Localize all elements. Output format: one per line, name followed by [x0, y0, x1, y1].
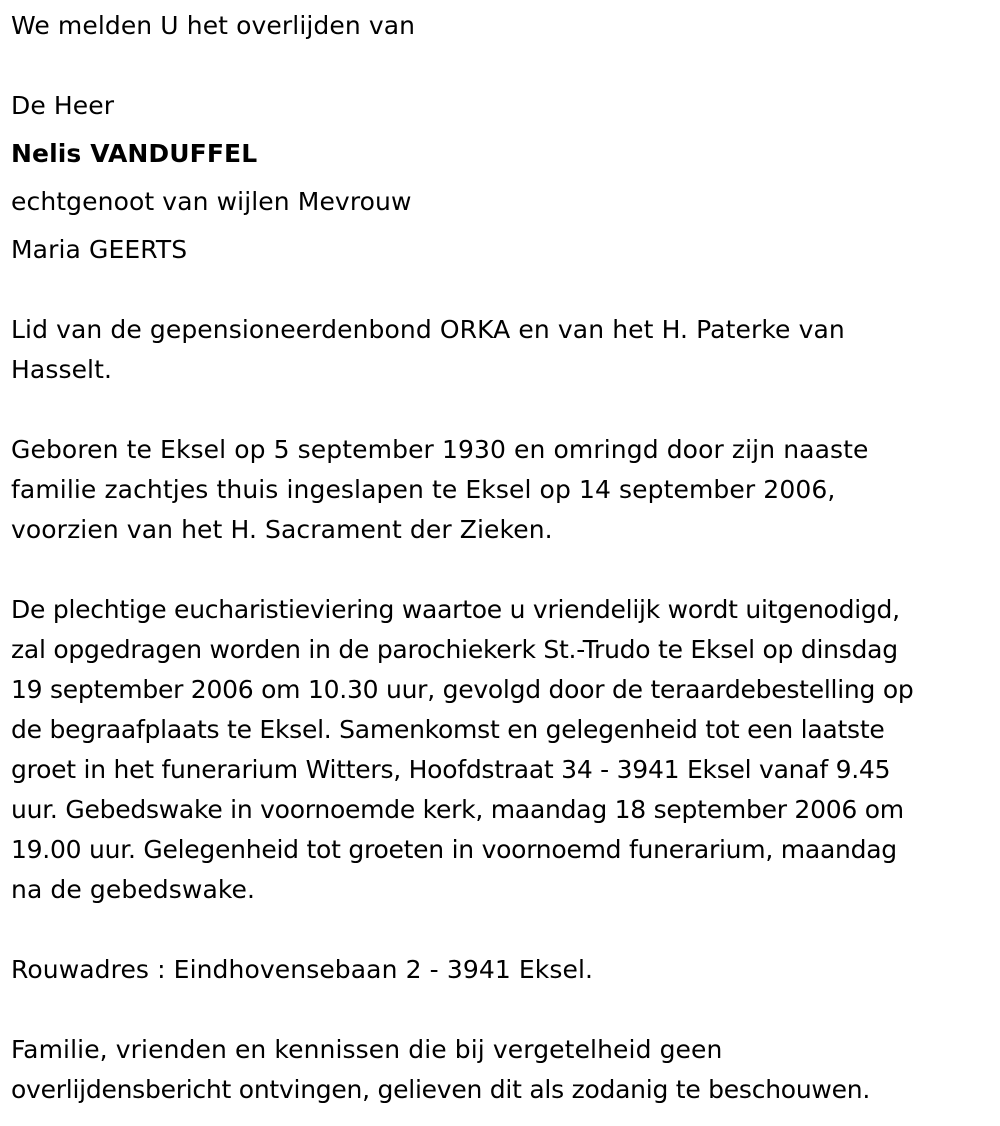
paragraph-line: na de gebedswake. [11, 875, 256, 904]
membership-paragraph [11, 310, 996, 390]
paragraph-line: voorzien van het H. Sacrament der Zieken. [11, 515, 553, 544]
spacer [11, 910, 996, 950]
paragraph-line: familie zachtjes thuis ingeslapen te Eksel op 14 september 2006, [11, 475, 836, 504]
mourning-address: Rouwadres : Eindhovensebaan 2 - 3941 Eksel. [11, 955, 594, 984]
paragraph-line: uur. Gebedswake in voornoemde kerk, maandag 18 september 2006 om [11, 795, 904, 824]
spouse-prefix: echtgenoot van wijlen Mevrouw [11, 187, 412, 216]
spouse-name: Maria GEERTS [11, 235, 188, 264]
death-notice [11, 6, 996, 1110]
paragraph-line: Hasselt. [11, 355, 113, 384]
paragraph-line: Lid van de gepensioneerdenbond ORKA en van het H. Paterke van [11, 315, 845, 344]
funeral-paragraph [11, 590, 996, 910]
intro-text: We melden U het overlijden van [11, 11, 416, 40]
spacer [11, 990, 996, 1030]
paragraph-line: overlijdensbericht ontvingen, gelieven dit als zodanig te beschouwen. [11, 1075, 871, 1104]
paragraph-line: De plechtige eucharistieviering waartoe u vriendelijk wordt uitgenodigd, [11, 595, 900, 624]
deceased-name: Nelis VANDUFFEL [11, 139, 258, 168]
birth-death-paragraph [11, 430, 996, 550]
paragraph-line: zal opgedragen worden in de parochiekerk St.-Trudo te Eksel op dinsdag [11, 635, 898, 664]
spacer [11, 270, 996, 310]
paragraph-line: Familie, vrienden en kennissen die bij vergetelheid geen [11, 1035, 723, 1064]
honorific-title: De Heer [11, 91, 115, 120]
spacer [11, 550, 996, 590]
paragraph-line: Geboren te Eksel op 5 september 1930 en omringd door zijn naaste [11, 435, 869, 464]
paragraph-line: 19 september 2006 om 10.30 uur, gevolgd door de teraardebestelling op [11, 675, 914, 704]
paragraph-line: 19.00 uur. Gelegenheid tot groeten in voornoemd funerarium, maandag [11, 835, 897, 864]
closing-paragraph [11, 1030, 996, 1110]
paragraph-line: de begraafplaats te Eksel. Samenkomst en gelegenheid tot een laatste [11, 715, 885, 744]
paragraph-line: groet in het funerarium Witters, Hoofdstraat 34 - 3941 Eksel vanaf 9.45 [11, 755, 891, 784]
spacer [11, 390, 996, 430]
